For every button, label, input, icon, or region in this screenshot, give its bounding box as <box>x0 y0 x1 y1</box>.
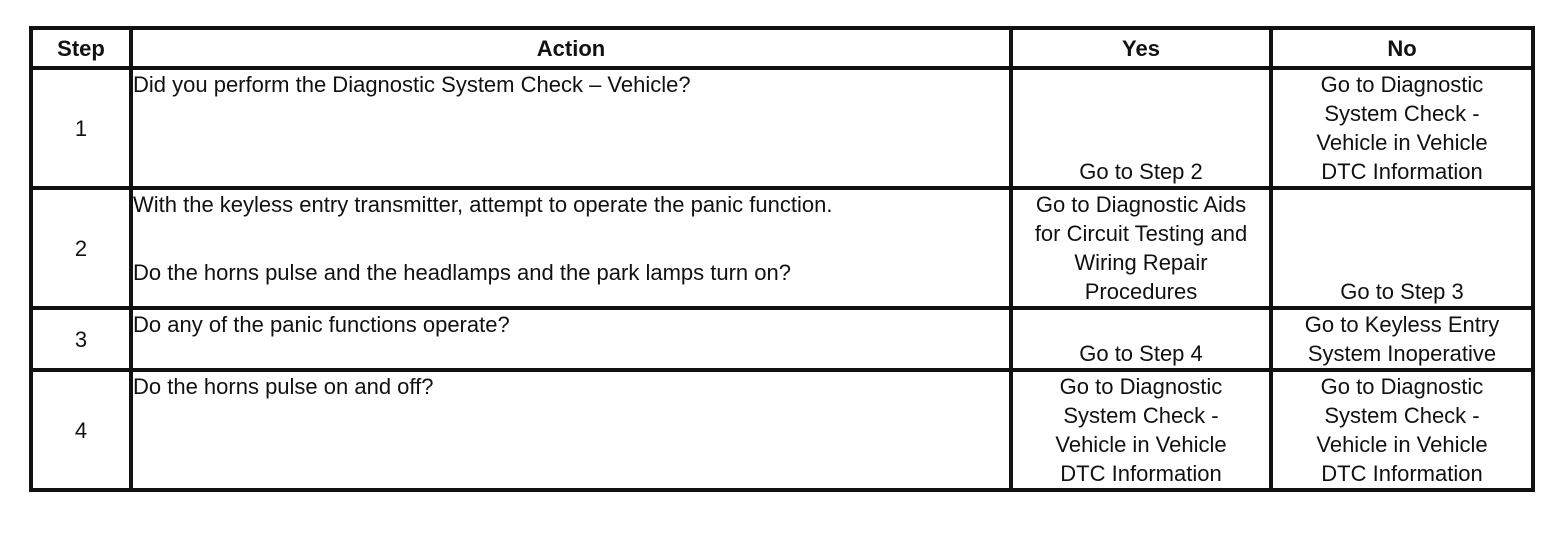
yes-text-line: System Check - <box>1063 403 1219 428</box>
yes-cell <box>1011 188 1271 308</box>
header-action: Action <box>131 28 1011 68</box>
header-yes: Yes <box>1011 28 1271 68</box>
yes-text: Go to Step 2 <box>1079 159 1203 184</box>
table-row-step-2 <box>31 188 1533 308</box>
no-cell <box>1271 68 1533 188</box>
header-no: No <box>1271 28 1533 68</box>
table-row-step-1 <box>31 68 1533 188</box>
no-cell <box>1271 308 1533 370</box>
action-cell <box>131 188 1011 308</box>
yes-cell <box>1011 370 1271 490</box>
yes-text-line: Go to Diagnostic <box>1059 374 1223 399</box>
yes-text-line: Wiring Repair <box>1074 250 1208 275</box>
table-row-step-4 <box>31 370 1533 490</box>
no-text-line: Vehicle in Vehicle <box>1316 432 1488 457</box>
diagnostic-table <box>29 26 1535 492</box>
no-cell <box>1271 188 1533 308</box>
header-step: Step <box>31 28 131 68</box>
action-text: With the keyless entry transmitter, attempt to operate the panic function. <box>133 192 833 217</box>
paragraph-gap <box>133 219 1009 258</box>
step-number: 1 <box>31 68 131 188</box>
no-text: Go to Step 3 <box>1340 279 1464 304</box>
no-cell <box>1271 370 1533 490</box>
action-cell <box>131 68 1011 188</box>
no-text-line: Vehicle in Vehicle <box>1316 130 1488 155</box>
step-number: 3 <box>31 308 131 370</box>
action-text: Do the horns pulse on and off? <box>133 374 434 399</box>
action-cell <box>131 370 1011 490</box>
yes-text-line: Go to Diagnostic Aids <box>1035 192 1247 217</box>
yes-text-line: Procedures <box>1084 279 1198 304</box>
table-row-step-3 <box>31 308 1533 370</box>
no-text-line: Go to Diagnostic <box>1320 72 1484 97</box>
action-cell <box>131 308 1011 370</box>
no-text-line: Go to Keyless Entry <box>1304 312 1500 337</box>
yes-cell <box>1011 68 1271 188</box>
yes-text: Go to Step 4 <box>1079 341 1203 366</box>
yes-text-line: for Circuit Testing and <box>1034 221 1248 246</box>
no-text-line: System Inoperative <box>1307 341 1497 366</box>
header-row <box>31 28 1533 68</box>
no-text-line: System Check - <box>1324 101 1480 126</box>
step-number: 2 <box>31 188 131 308</box>
yes-text-line: DTC Information <box>1060 461 1222 486</box>
no-text-line: DTC Information <box>1321 461 1483 486</box>
yes-cell <box>1011 308 1271 370</box>
step-number: 4 <box>31 370 131 490</box>
no-text-line: Go to Diagnostic <box>1320 374 1484 399</box>
action-text: Do any of the panic functions operate? <box>133 312 510 337</box>
action-text: Did you perform the Diagnostic System Check – Vehicle? <box>133 72 691 97</box>
no-text-line: DTC Information <box>1321 159 1483 184</box>
no-text-line: System Check - <box>1324 403 1480 428</box>
action-question: Do the horns pulse and the headlamps and the park lamps turn on? <box>133 260 791 285</box>
yes-text-line: Vehicle in Vehicle <box>1055 432 1227 457</box>
